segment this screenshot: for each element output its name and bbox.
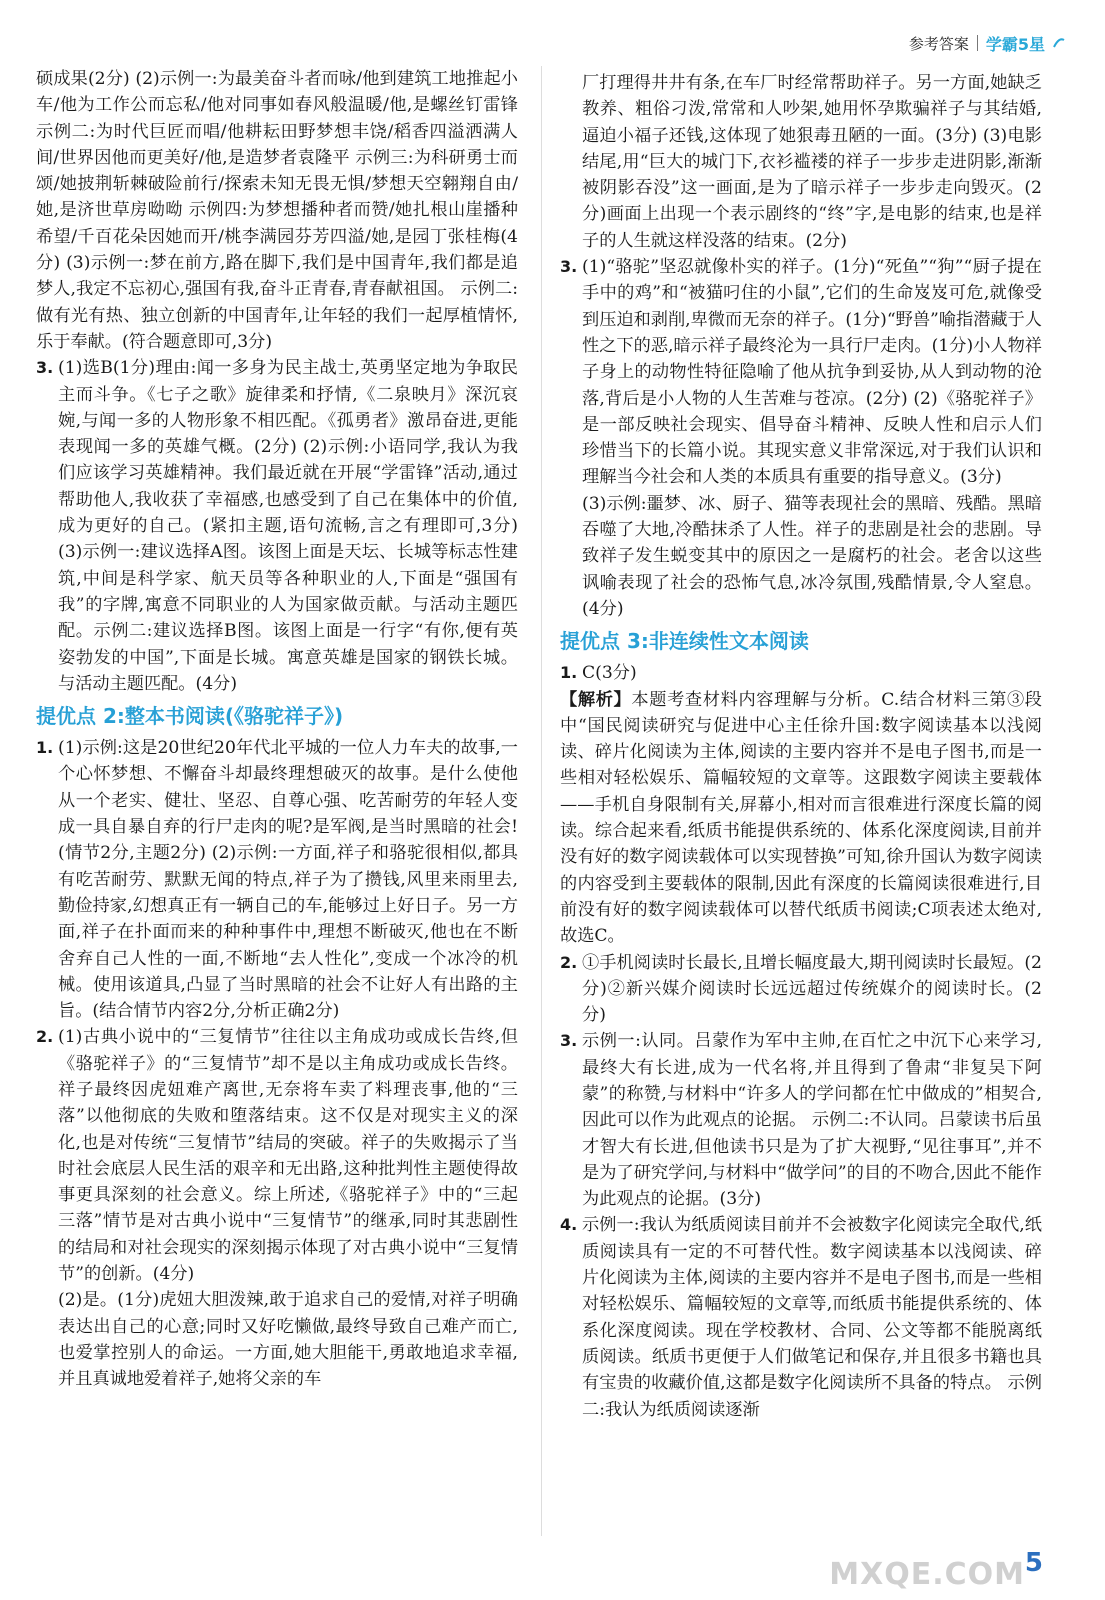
question-number: 3. bbox=[560, 257, 578, 277]
section3-question-1 bbox=[560, 660, 1042, 686]
answer-text: 示例一:我认为纸质阅读目前并不会被数字化阅读完全取代,纸质阅读具有一定的不可替代性。数字阅读基本以浅阅读、碎片化阅读为主体,阅读的主要内容并不是电子图书,而是一些相对轻松娱乐、篇幅较短的文章等,而纸质书能提供系统的、体系化深度阅读。现在学校教材、合同、公文等都不能脱离纸质阅读。纸质书更便于人们做笔记和保存,并且很多书籍也具有宝贵的收藏价值,这都是数字化阅读所不具备的特点。 示例二:我认为纸质阅读逐渐 bbox=[582, 1215, 1042, 1420]
section3-question-3 bbox=[560, 1028, 1042, 1212]
question-number: 1. bbox=[36, 738, 54, 758]
question-3 bbox=[36, 355, 518, 697]
watermark: MXQE.COM bbox=[829, 1557, 1025, 1592]
section2-question-1 bbox=[36, 735, 518, 1024]
answer-text: 示例一:认同。吕蒙作为军中主帅,在百忙之中沉下心来学习,最终大有长进,成为一代名将,并且得到了鲁肃“非复吴下阿蒙”的称赞,与材料中“许多人的学问都在忙中做成的”相契合,因此可以作为此观点的论据。 示例二:不认同。吕蒙读书后虽才智大有长进,但他读书只是为了扩大视野,“见往事耳”,并不是为了研究学问,与材料中“做学问”的目的不吻合,因此不能作为此观点的论据。(3分) bbox=[582, 1031, 1042, 1210]
page-header bbox=[909, 28, 1065, 58]
section-heading-3: 提优点 3:非连续性文本阅读 bbox=[560, 629, 809, 654]
section-heading-2: 提优点 2:整本书阅读(《骆驼祥子》) bbox=[36, 704, 344, 729]
answer-text-continued: (2)是。(1分)虎妞大胆泼辣,敢于追求自己的爱情,对祥子明确表达出自己的心意;同时又好吃懒做,最终导致自己难产而亡,也爱掌控别人的命运。一方面,她大胆能干,勇敢地追求幸福,并且真诚地爱着祥子,她将父亲的车 bbox=[58, 1290, 518, 1390]
analysis-paragraph bbox=[560, 687, 1042, 950]
section3-question-2 bbox=[560, 950, 1042, 1029]
brand-logo: 学霸5星 bbox=[985, 34, 1045, 54]
question-number: 3. bbox=[560, 1031, 578, 1051]
answer-text: (1)选B(1分)理由:闻一多身为民主战士,英勇坚定地为争取民主而斗争。《七子之歌》旋律柔和抒情,《二泉映月》深沉哀婉,与闻一多的人物形象不相匹配。《孤勇者》激昂奋进,更能表现闻一多的英雄气概。(2分) (2)示例:小语同学,我认为我们应该学习英雄精神。我们最近就在开展“学雷锋”活动,通过帮助他人,我收获了幸福感,也感受到了自己在集体中的价值,成为更好的自己。(紧扣主题,语句流畅,言之有理即可,3分) (3)示例一:建议选择A图。该图上面是天坛、长城等标志性建筑,中间是科学家、航天员等各种职业的人,下面是“强国有我”的字牌,寓意不同职业的人为国家做贡献。与活动主题匹配。示例二:建议选择B图。该图上面是一行字“有你,便有英姿勃发的中国”,下面是长城。寓意英雄是国家的钢铁长城。与活动主题匹配。(4分) bbox=[58, 358, 518, 694]
analysis-tag: 【解析】 bbox=[560, 689, 632, 710]
answer-text: C(3分) bbox=[582, 663, 637, 684]
answer-key-label: 参考答案 bbox=[908, 34, 969, 53]
answer-text: (1)古典小说中的“三复情节”往往以主角成功或成长告终,但《骆驼祥子》的“三复情节”却不是以主角成功或成长告终。祥子最终因虎妞难产离世,无奈将车卖了料理丧事,他的“三落”以他彻底的失败和堕落结束。这不仅是对现实主义的深化,也是对传统“三复情节”结局的突破。祥子的失败揭示了当时社会底层人民生活的艰辛和无出路,这种批判性主题使得故事更具深刻的社会意义。综上所述,《骆驼祥子》中的“三起三落”情节是对古典小说中“三复情节”的继承,同时其悲剧性的结局和对社会现实的深刻揭示体现了对古典小说中“三复情节”的创新。(4分) bbox=[58, 1027, 518, 1285]
section3-question-4 bbox=[560, 1212, 1042, 1422]
continuation-paragraph: 硕成果(2分) (2)示例一:为最美奋斗者而咏/他到建筑工地推起小车/他为工作公而忘私/他对同事如春风般温暖/他,是螺丝钉雷锋 示例二:为时代巨匠而唱/他耕耘田野梦想丰饶/稻香四溢洒满人间/世界因他而更美好/他,是造梦者袁隆平 示例三:为科研勇士而颂/她披荆斩棘破险前行/探索未知无畏无惧/梦想天空翱翔自由/她,是济世草房呦呦 示例四:为梦想播种者而赞/她扎根山崖播种希望/千百花朵因她而开/桃李满园芬芳四溢/她,是园丁张桂梅(4分) (3)示例一:梦在前方,路在脚下,我们是中国青年,我们都是追梦人,我定不忘初心,强国有我,奋斗正青春,青春献祖国。 示例二:做有光有热、独立创新的中国青年,让年轻的我们一起厚植情怀,乐于奉献。(符合题意即可,3分) bbox=[36, 69, 518, 352]
question-number: 3. bbox=[36, 358, 54, 378]
continuation-paragraph: 厂打理得井井有条,在车厂时经常帮助祥子。另一方面,她缺乏教养、粗俗刁泼,常常和人吵架,她用怀孕欺骗祥子与其结婚,逼迫小福子还钱,这体现了她狠毒丑陋的一面。(3分) (3)电影结尾,用“巨大的城门下,衣衫褴褛的祥子一步步走进阴影,渐渐被阴影吞没”这一画面,是为了暗示祥子一步步走向毁灭。(2分)画面上出现一个表示剧终的“终”字,是电影的结束,也是祥子的人生就这样没落的结束。(2分) bbox=[582, 73, 1042, 251]
question-number: 2. bbox=[36, 1027, 54, 1047]
column-divider bbox=[541, 66, 542, 1536]
right-column bbox=[560, 70, 1042, 1423]
question-number: 2. bbox=[560, 952, 578, 972]
question-number: 1. bbox=[560, 663, 578, 683]
answer-text: ①手机阅读时长最长,且增长幅度最大,期刊阅读时长最短。(2分)②新兴媒介阅读时长远远超过传统媒介的阅读时长。(2分) bbox=[582, 952, 1042, 1026]
star-icon bbox=[1053, 37, 1065, 49]
left-column bbox=[36, 66, 518, 1393]
question-3 bbox=[560, 254, 1042, 491]
section2-question-2 bbox=[36, 1024, 518, 1287]
question-number: 4. bbox=[560, 1215, 578, 1235]
page-number: 5 bbox=[1024, 1548, 1043, 1578]
answer-text: (1)“骆驼”坚忍就像朴实的祥子。(1分)“死鱼”“狗”“厨子提在手中的鸡”和“被猫叼住的小鼠”,它们的生命岌岌可危,就像受到压迫和剥削,卑微而无奈的祥子。(1分)“野兽”喻指潜藏于人性之下的恶,暗示祥子最终沦为一具行尸走肉。(1分)小人物祥子身上的动物性特征隐喻了他从抗争到妥协,从人到动物的沧落,背后是小人物的人生苦难与苍凉。(2分) (2)《骆驼祥子》是一部反映社会现实、倡导奋斗精神、反映人性和启示人们珍惜当下的长篇小说。其现实意义非常深远,对于我们认识和理解当今社会和人类的本质具有重要的指导意义。(3分) bbox=[582, 257, 1042, 488]
header-divider bbox=[977, 35, 978, 51]
analysis-text: 本题考查材料内容理解与分析。C.结合材料三第③段中“国民阅读研究与促进中心主任徐升国:数字阅读基本以浅阅读、碎片化阅读为主体,阅读的主要内容并不是电子图书,而是一些相对轻松娱乐、篇幅较短的文章等。这跟数字阅读主要载体——手机自身限制有关,屏幕小,相对而言很难进行深度长篇的阅读。综合起来看,纸质书能提供系统的、体系化深度阅读,目前并没有好的数字阅读载体可以实现替换”可知,徐升国认为数字阅读的内容受到主要载体的限制,因此有深度的长篇阅读很难进行,目前没有好的数字阅读载体可以替代纸质书阅读;C项表述太绝对,故选C。 bbox=[560, 689, 1042, 947]
answer-text: (1)示例:这是20世纪20年代北平城的一位人力车夫的故事,一个心怀梦想、不懈奋斗却最终理想破灭的故事。是什么使他从一个老实、健壮、坚忍、自尊心强、吃苦耐劳的年轻人变成一具自暴自弃的行尸走肉的呢?是军阀,是当时黑暗的社会!(情节2分,主题2分) (2)示例:一方面,祥子和骆驼很相似,都具有吃苦耐劳、默默无闻的特点,祥子为了攒钱,风里来雨里去,勤俭持家,幻想真正有一辆自己的车,能够过上好日子。另一方面,祥子在扑面而来的种种事件中,理想不断破灭,他也在不断舍弃自己人性的一面,不断地“去人性化”,变成一个冰冷的机械。使用该道具,凸显了当时黑暗的社会不让好人有出路的主旨。(结合情节内容2分,分析正确2分) bbox=[58, 738, 518, 1022]
answer-text-continued: (3)示例:噩梦、冰、厨子、猫等表现社会的黑暗、残酷。黑暗吞噬了大地,冷酷抹杀了人性。祥子的悲剧是社会的悲剧。导致祥子发生蜕变其中的原因之一是腐朽的社会。老舍以这些讽喻表现了社会的恐怖气息,冰冷氛围,残酷情景,令人窒息。(4分) bbox=[582, 493, 1042, 619]
